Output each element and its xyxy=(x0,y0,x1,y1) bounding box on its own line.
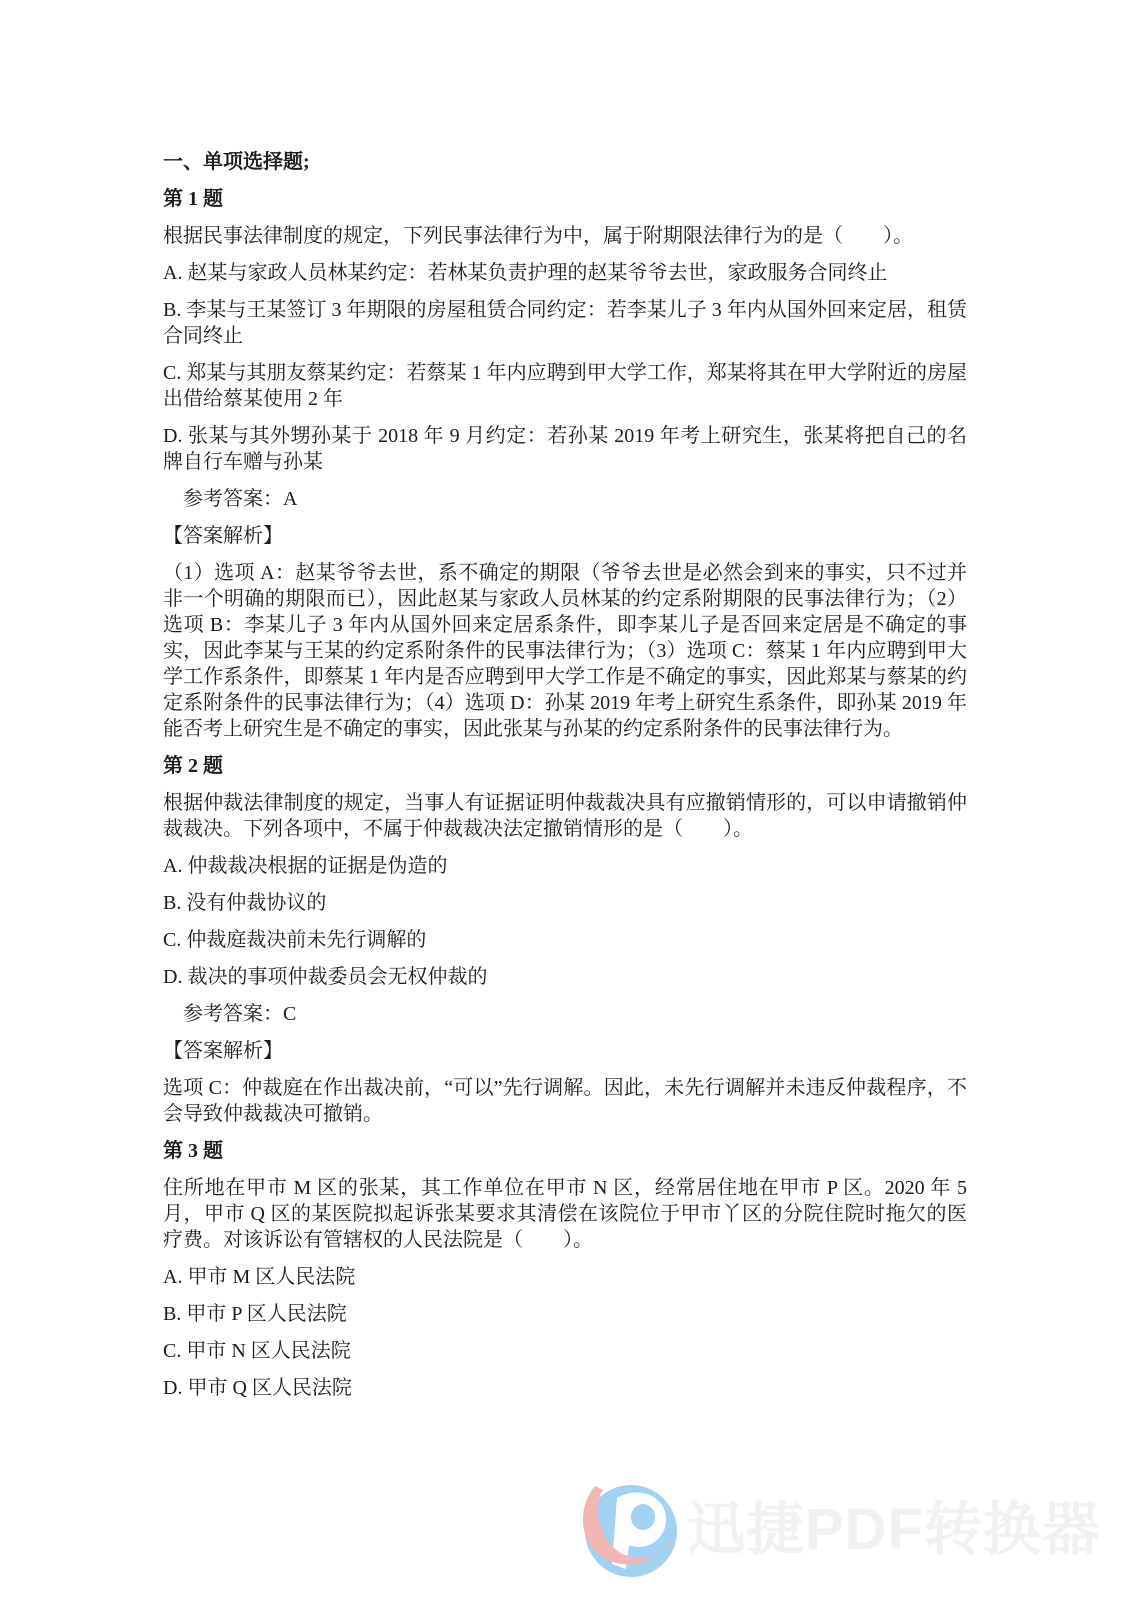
question-3-label: 第 3 题 xyxy=(163,1140,223,1162)
question-2-analysis-header: 【答案解析】 xyxy=(163,1040,283,1062)
watermark xyxy=(581,1478,1101,1582)
document-content xyxy=(163,149,967,1412)
question-2-option-d: D. 裁决的事项仲裁委员会无权仲裁的 xyxy=(163,966,488,988)
question-1-label: 第 1 题 xyxy=(163,188,223,210)
watermark-brand-text: 迅捷PDF转换器 xyxy=(687,1497,1102,1562)
question-3-option-a: A. 甲市 M 区人民法院 xyxy=(163,1266,356,1288)
pdf-converter-logo-icon xyxy=(581,1480,681,1580)
question-1-option-a: A. 赵某与家政人员林某约定：若林某负责护理的赵某爷爷去世，家政服务合同终止 xyxy=(163,262,888,284)
question-2-option-a: A. 仲裁裁决根据的证据是伪造的 xyxy=(163,855,448,877)
question-1-option-d: D. 张某与其外甥孙某于 2018 年 9 月约定：若孙某 2019 年考上研究生，张某将把自己的名牌自行车赠与孙某 xyxy=(163,425,967,473)
question-2-answer: 参考答案：C xyxy=(183,1003,297,1025)
question-2-label: 第 2 题 xyxy=(163,755,223,777)
question-2-option-b: B. 没有仲裁协议的 xyxy=(163,892,327,914)
question-1-stem: 根据民事法律制度的规定，下列民事法律行为中，属于附期限法律行为的是（ ）。 xyxy=(163,225,913,247)
question-3-stem: 住所地在甲市 M 区的张某，其工作单位在甲市 N 区，经常居住地在甲市 P 区。2020 年 5 月，甲市 Q 区的某医院拟起诉张某要求其清偿在该院位于甲市丫区的分院住院时拖欠的医疗费。对该诉讼有管辖权的人民法院是（ ）。 xyxy=(163,1177,967,1251)
question-2-stem: 根据仲裁法律制度的规定，当事人有证据证明仲裁裁决具有应撤销情形的，可以申请撤销仲裁裁决。下列各项中，不属于仲裁裁决法定撤销情形的是（ ）。 xyxy=(163,792,967,840)
question-1-option-b: B. 李某与王某签订 3 年期限的房屋租赁合同约定：若李某儿子 3 年内从国外回来定居，租赁合同终止 xyxy=(163,299,967,347)
question-2-option-c: C. 仲裁庭裁决前未先行调解的 xyxy=(163,929,427,951)
question-1-answer: 参考答案：A xyxy=(183,488,298,510)
question-3-option-d: D. 甲市 Q 区人民法院 xyxy=(163,1377,352,1399)
question-1-option-c: C. 郑某与其朋友蔡某约定：若蔡某 1 年内应聘到甲大学工作，郑某将其在甲大学附近的房屋出借给蔡某使用 2 年 xyxy=(163,362,967,410)
question-1-analysis-header: 【答案解析】 xyxy=(163,525,283,547)
question-1-analysis: （1）选项 A：赵某爷爷去世，系不确定的期限（爷爷去世是必然会到来的事实，只不过并非一个明确的期限而已），因此赵某与家政人员林某的约定系附期限的民事法律行为；（2）选项 B：李某儿子 3 年内从国外回来定居系条件，即李某儿子是否回来定居是不确定的事实，因此李某与王某的约定系附条件的民事法律行为；（3）选项 C：蔡某 1 年内应聘到甲大学工作系条件，即蔡某 1 年内是否应聘到甲大学工作是不确定的事实，因此郑某与蔡某的约定系附条件的民事法律行为；（4）选项 D：孙某 2019 年考上研究生系条件，即孙某 2019 年能否考上研究生是不确定的事实，因此张某与孙某的约定系附条件的民事法律行为。 xyxy=(163,562,967,740)
question-2-analysis: 选项 C：仲裁庭在作出裁决前，“可以”先行调解。因此，未先行调解并未违反仲裁程序，不会导致仲裁裁决可撤销。 xyxy=(163,1077,967,1125)
question-3-option-c: C. 甲市 N 区人民法院 xyxy=(163,1340,351,1362)
section-heading: 一、单项选择题; xyxy=(163,151,310,173)
question-3-option-b: B. 甲市 P 区人民法院 xyxy=(163,1303,347,1325)
